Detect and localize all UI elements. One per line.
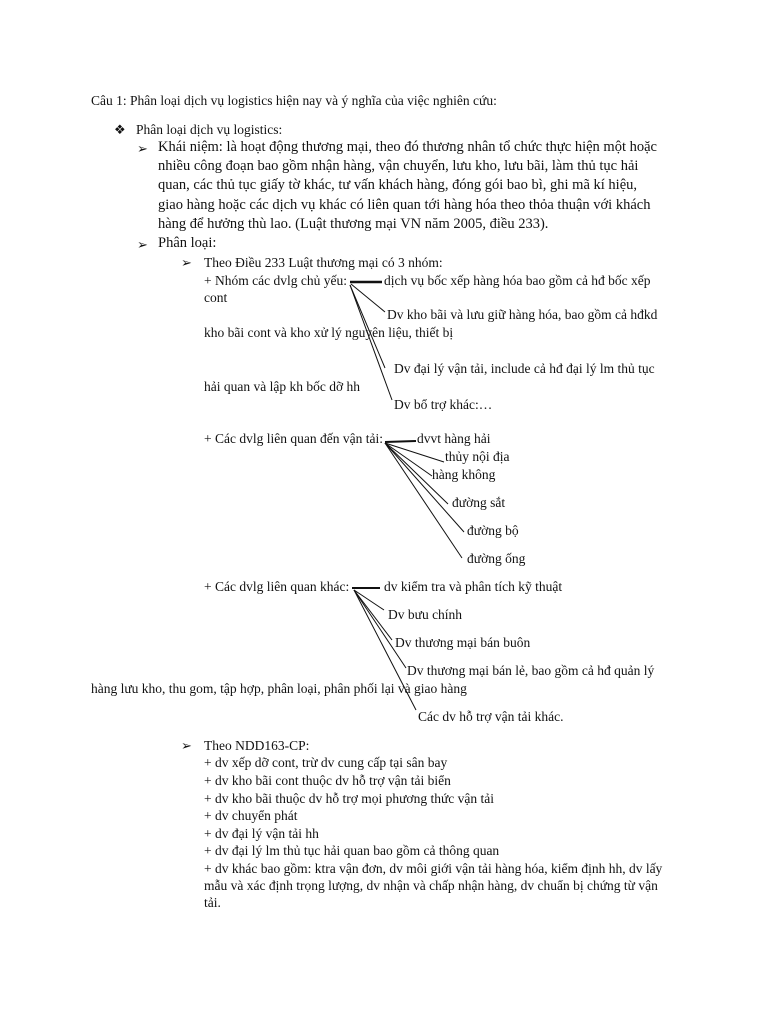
concept-line: giao hàng hoặc các dịch vụ khác có liên quan tới hàng hóa theo thỏa thuận với khách: [158, 197, 651, 213]
group3-branch: Dv thương mại bán buôn: [395, 635, 531, 650]
concept-line: hàng để hưởng thù lao. (Luật thương mại VN năm 2005, điều 233).: [158, 216, 549, 232]
ndd163-item: + dv kho bãi cont thuộc dv hỗ trợ vận tải biển: [204, 773, 451, 788]
connector-line: [351, 284, 385, 312]
ndd163-item: + dv chuyển phát: [204, 808, 298, 823]
group2-label: + Các dvlg liên quan đến vận tải:: [204, 431, 383, 446]
group1-branch-cont: kho bãi cont và kho xử lý nguyên liệu, thiết bị: [204, 325, 454, 340]
group3-branch: Dv bưu chính: [388, 607, 463, 622]
group2-item: đường ống: [467, 551, 526, 566]
arrow-bullet-icon: ➢: [137, 141, 148, 156]
group3-branch: dv kiểm tra và phân tích kỹ thuật: [384, 579, 563, 594]
concept-line: quan, các thủ tục giấy tờ khác, tư vấn khách hàng, đóng gói bao bì, ghi mã kí hiệu,: [158, 177, 638, 193]
group1-branch: Dv đại lý vận tải, include cả hđ đại lý lm thủ tục: [394, 361, 655, 376]
arrow-bullet-icon: ➢: [181, 255, 192, 270]
group2-item: đường sắt: [452, 495, 506, 510]
concept-line: Khái niệm: là hoạt động thương mại, theo đó thương nhân tổ chức thực hiện một hoặc: [158, 139, 657, 155]
arrow-bullet-icon: ➢: [181, 738, 192, 753]
ndd163-item: + dv xếp dỡ cont, trừ dv cung cấp tại sân bay: [204, 755, 448, 770]
ndd163-item: + dv khác bao gồm: ktra vận đơn, dv môi giới vận tải hàng hóa, kiểm định hh, dv lấy: [204, 861, 663, 876]
group2-item: đường bộ: [467, 523, 519, 538]
group1-branch: dịch vụ bốc xếp hàng hóa bao gồm cả hđ bốc xếp: [384, 273, 651, 288]
diamond-bullet-icon: ❖: [114, 122, 126, 137]
group3-branch-cont: hàng lưu kho, thu gom, tập hợp, phân loại, phân phối lại và giao hàng: [91, 681, 467, 696]
ndd163-item: mẫu và xác định trọng lượng, dv nhận và chấp nhận hàng, dv chuẩn bị chứng từ vận: [204, 878, 658, 893]
group1-branch-cont: cont: [204, 290, 228, 305]
group2-item: dvvt hàng hải: [417, 431, 491, 446]
law233-heading: Theo Điều 233 Luật thương mại có 3 nhóm:: [204, 255, 443, 270]
group1-branch: Dv kho bãi và lưu giữ hàng hóa, bao gồm cả hđkd: [387, 307, 658, 322]
classification-heading: Phân loại:: [158, 235, 217, 251]
group3-label: + Các dvlg liên quan khác:: [204, 579, 350, 594]
arrow-bullet-icon: ➢: [137, 237, 148, 252]
concept-line: nhiều công đoạn bao gồm nhận hàng, vận chuyển, lưu kho, lưu bãi, làm thủ tục hải: [158, 158, 639, 174]
section-heading: Phân loại dịch vụ logistics:: [136, 122, 283, 137]
ndd163-heading: Theo NDD163-CP:: [204, 738, 310, 753]
connector-line: [354, 590, 406, 668]
connector-line: [385, 443, 432, 476]
group2-item: hàng không: [432, 467, 496, 482]
group1-branch-cont: hải quan và lập kh bốc dỡ hh: [204, 379, 360, 394]
connector-line: [354, 590, 392, 640]
connector-line: [354, 590, 384, 610]
ndd163-item: + dv kho bãi thuộc dv hỗ trợ mọi phương thức vận tải: [204, 791, 494, 806]
ndd163-item: tải.: [204, 895, 221, 910]
group3-branch: Các dv hỗ trợ vận tải khác.: [418, 709, 564, 724]
ndd163-item: + dv đại lý vận tải hh: [204, 826, 319, 841]
group2-item: thủy nội địa: [445, 449, 510, 464]
question-title: Câu 1: Phân loại dịch vụ logistics hiện nay và ý nghĩa của việc nghiên cứu:: [91, 93, 497, 108]
group3-branch: Dv thương mại bán lẻ, bao gồm cả hđ quản lý: [407, 663, 655, 678]
group1-branch: Dv bổ trợ khác:…: [394, 397, 493, 412]
group1-label: + Nhóm các dvlg chủ yếu:: [204, 273, 347, 288]
connector-line: [385, 441, 416, 442]
ndd163-item: + dv đại lý lm thủ tục hải quan bao gồm cả thông quan: [204, 843, 500, 858]
